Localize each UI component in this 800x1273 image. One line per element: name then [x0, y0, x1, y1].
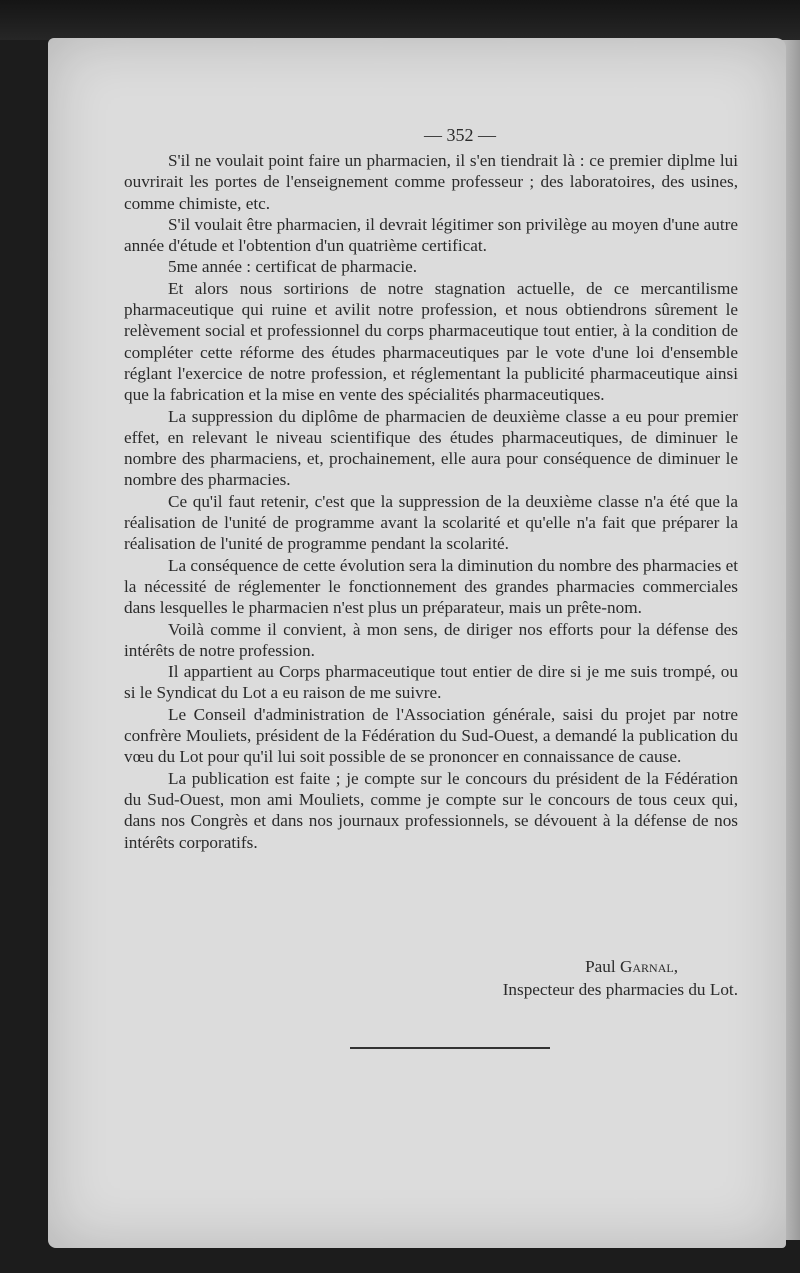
page-number: — 352 —: [424, 125, 496, 145]
signature-title: Inspecteur des pharmacies du Lot.: [502, 980, 738, 999]
paragraph-10: Le Conseil d'administration de l'Association générale, saisi du projet par notre confrère Mouliets, président de la Fédération du Sud-Ouest, a demandé la publication du vœu du Lot pour qu'il lui soit possible de se prononcer en connaissance de cause.: [124, 704, 738, 767]
paragraph-8: Voilà comme il convient, à mon sens, de diriger nos efforts pour la défense des intérêts de notre profession.: [124, 619, 738, 660]
paragraph-2: S'il voulait être pharmacien, il devrait légitimer son privilège au moyen d'une autre année d'étude et l'obtention d'un quatrième certificat.: [124, 214, 738, 256]
paragraph-3: 5me année : certificat de pharmacie.: [168, 257, 418, 277]
paragraph-5: La suppression du diplôme de pharmacien de deuxième classe a eu pour premier effet, en relevant le niveau scientifique des études pharmaceutiques, de diminuer le nombre des pharmaciens, et, prochainement, elle aura pour conséquence de diminuer le nombre des pharmacies.: [124, 406, 738, 490]
body-text: [124, 150, 738, 853]
paragraph-11: La publication est faite ; je compte sur le concours du président de la Fédération du Sud-Ouest, mon ami Mouliets, comme je compte sur le concours de tous ceux qui, dans nos Congrès et dans nos journaux professionnels, se dévouent à la défense de nos intérêts corporatifs.: [124, 768, 738, 852]
paragraph-9: Il appartient au Corps pharmaceutique tout entier de dire si je me suis trompé, ou si le Syndicat du Lot a eu raison de me suivre.: [124, 662, 738, 703]
end-rule: [350, 1047, 550, 1049]
paragraph-4: Et alors nous sortirions de notre stagnation actuelle, de ce mercantilisme pharmaceutique qui ruine et avilit notre profession, et nous obtiendrons sûrement le relèvement social et professionnel du corps pharmaceutique tout entier, à la condition de compléter cette réforme des études pharmaceutiques par le vote d'une loi d'ensemble réglant l'exercice de notre profession, et réglementant la publicité pharmaceutique ainsi que la fabrication et la mise en vente des spécialités pharmaceutiques.: [124, 278, 738, 405]
signature-last-name: Garnal,: [619, 957, 678, 976]
signature-name: [124, 957, 738, 977]
paragraph-1: S'il ne voulait point faire un pharmacien, il s'en tiendrait là : ce premier diplme lui ouvrirait les portes de l'enseignement comme professeur ; des laboratoires, des usines, comme chimiste, etc.: [124, 151, 738, 213]
scan-background: [0, 0, 800, 40]
paragraph-7: La conséquence de cette évolution sera la diminution du nombre des pharmacies et la nécessité de réglementer le fonctionnement des grandes pharmacies commerciales dans lesquelles le pharmacien n'est plus un préparateur, mais un prête-nom.: [124, 555, 738, 618]
signature-first-name: Paul: [585, 957, 616, 976]
paragraph-6: Ce qu'il faut retenir, c'est que la suppression de la deuxième classe n'a été que la réalisation de l'unité de programme avant la scolarité et qu'elle n'a fait que préparer la réalisation de l'unité de programme pendant la scolarité.: [124, 491, 738, 554]
